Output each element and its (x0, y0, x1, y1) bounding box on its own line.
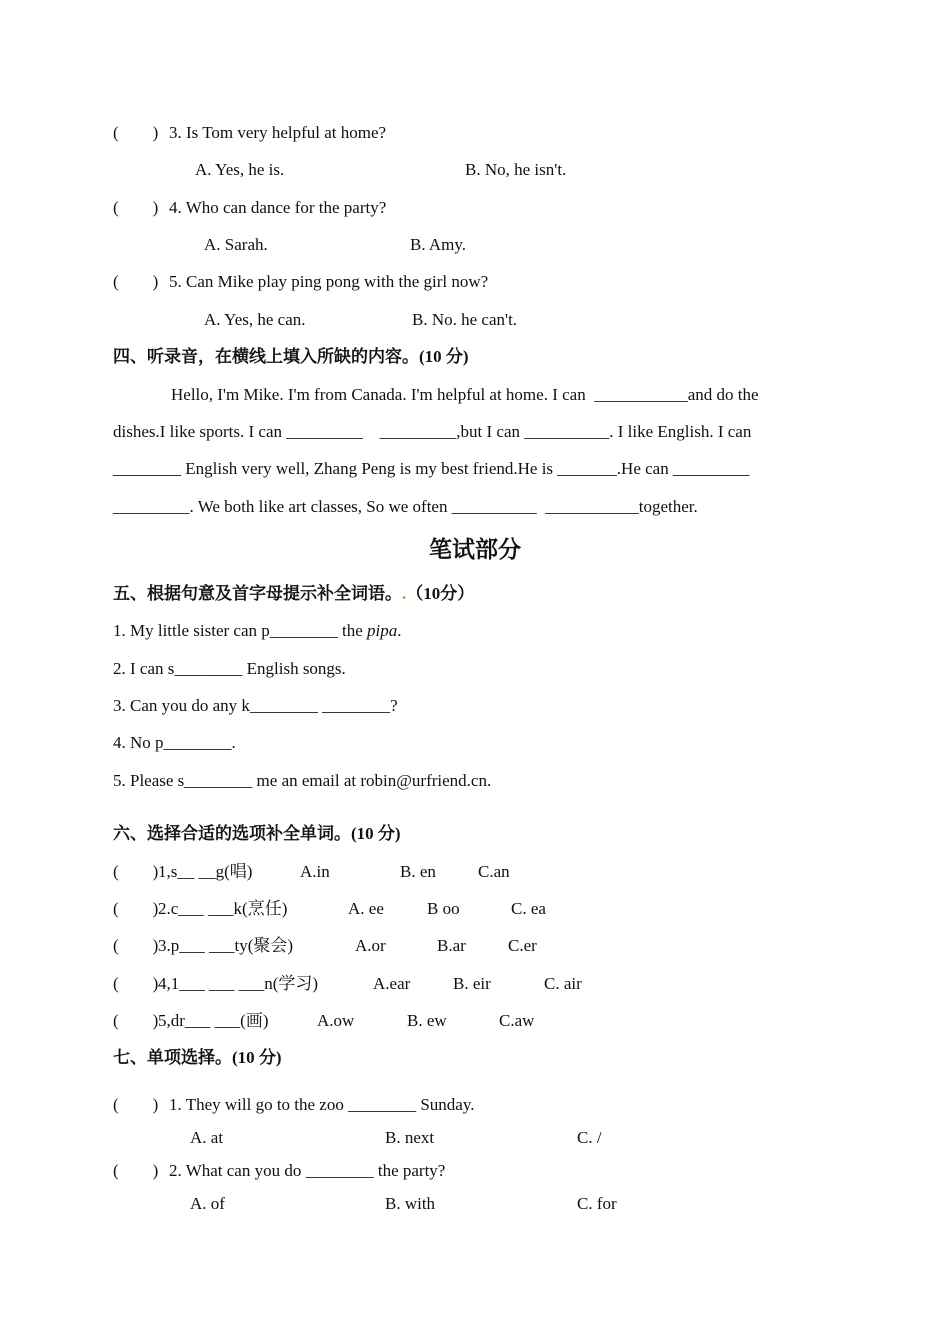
option-a: A. of (190, 1194, 225, 1213)
bracket: ( ) (113, 1095, 159, 1114)
option-c: C. air (544, 974, 582, 993)
option-b: B. with (385, 1194, 436, 1213)
option-b: B. Amy. (410, 235, 467, 254)
option-b: B. eir (453, 974, 491, 993)
option-b: B. No, he isn't. (465, 160, 567, 179)
option-b: B. ew (407, 1011, 447, 1030)
option-c: C.aw (499, 1011, 535, 1030)
section-5-heading (113, 583, 474, 605)
passage-line: Hello, I'm Mike. I'm from Canada. I'm helpful at home. I can ___________and do the (171, 385, 759, 404)
option-a: A. at (190, 1128, 224, 1147)
question-5: 5. Can Mike play ping pong with the girl now? (169, 272, 489, 291)
bracket: ( ) (113, 974, 159, 993)
bracket: ( ) (113, 936, 159, 955)
sentence-1-italic: pipa (367, 621, 398, 640)
bracket: ( ) (113, 1161, 159, 1180)
bracket: ( ) (113, 272, 159, 291)
option-c: C.an (478, 862, 510, 881)
option-c: C. / (577, 1128, 602, 1147)
option-c: C. ea (511, 899, 546, 918)
sentence-1-text: 1. My little sister can p________ the (113, 621, 368, 640)
passage-line: _________. We both like art classes, So we often __________ ___________together. (113, 497, 698, 516)
bracket: ( ) (113, 198, 159, 217)
option-a: A.in (300, 862, 330, 881)
word-item: 4,1___ ___ ___n(学习) (158, 974, 319, 993)
passage-line: dishes.I like sports. I can _________ _________,but I can __________. I like English. I can (113, 422, 752, 441)
bracket: ( ) (113, 1011, 159, 1030)
section-7-heading: 七、单项选择。(10 分) (113, 1048, 282, 1067)
option-a: A.ow (317, 1011, 355, 1030)
option-a: A. Sarah. (204, 235, 268, 254)
option-a: A. Yes, he is. (195, 160, 285, 179)
bracket: ( ) (113, 899, 159, 918)
section-5-score: （10分） (406, 584, 475, 603)
passage-line: ________ English very well, Zhang Peng is my best friend.He is _______.He can _________ (113, 459, 750, 478)
option-b: B.ar (437, 936, 466, 955)
section-5-heading-text: 五、根据句意及首字母提示补全词语。 (113, 584, 402, 603)
option-a: A. ee (348, 899, 384, 918)
option-a: A. Yes, he can. (204, 310, 306, 329)
option-b: B. next (385, 1128, 435, 1147)
option-b: B. en (400, 862, 436, 881)
question-1: 1. They will go to the zoo ________ Sunday. (169, 1095, 475, 1114)
section-6-heading: 六、选择合适的选项补全单词。(10 分) (113, 824, 401, 843)
option-c: C.er (508, 936, 537, 955)
option-b: B oo (427, 899, 460, 918)
word-item: 1,s__ __g(唱) (158, 862, 253, 881)
option-c: C. for (577, 1194, 617, 1213)
question-4: 4. Who can dance for the party? (169, 198, 387, 217)
section-4-heading: 四、听录音，在横线上填入所缺的内容。(10 分) (113, 347, 469, 366)
bracket: ( ) (113, 862, 159, 881)
heading-dot: . (402, 584, 407, 603)
sentence-4: 4. No p________. (113, 733, 236, 752)
sentence-1-end: . (397, 621, 402, 640)
sentence-3: 3. Can you do any k________ ________? (113, 696, 398, 715)
sentence-2: 2. I can s________ English songs. (113, 659, 346, 678)
question-3: 3. Is Tom very helpful at home? (169, 123, 387, 142)
bracket: ( ) (113, 123, 159, 142)
word-item: 3.p___ ___ty(聚会) (158, 936, 294, 955)
option-b: B. No. he can't. (412, 310, 518, 329)
word-item: 2.c___ ___k(烹任) (158, 899, 288, 918)
option-a: A.or (355, 936, 386, 955)
sentence-1 (113, 620, 402, 642)
word-item: 5,dr___ ___(画) (158, 1011, 269, 1030)
sentence-5: 5. Please s________ me an email at robin@urfriend.cn. (113, 771, 492, 790)
option-a: A.ear (373, 974, 411, 993)
written-part-title: 笔试部分 (429, 537, 521, 562)
question-2: 2. What can you do ________ the party? (169, 1161, 446, 1180)
